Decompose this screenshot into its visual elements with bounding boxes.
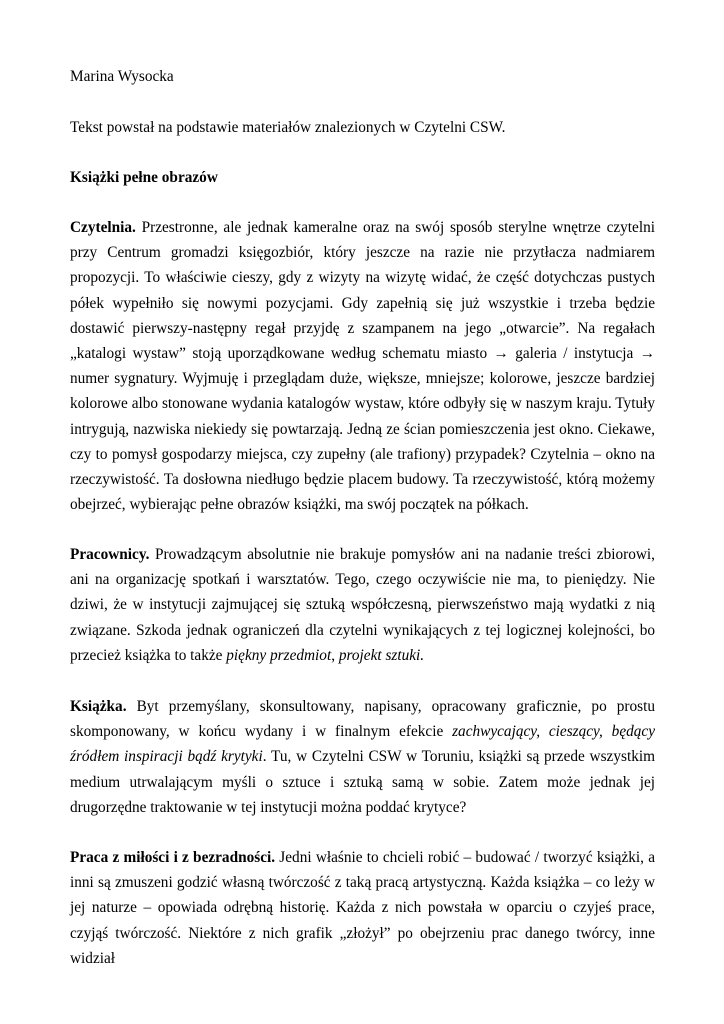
section-pracownicy — [70, 542, 655, 668]
author-name: Marina Wysocka — [70, 68, 174, 85]
section-italic-text: projekt sztuki. — [338, 646, 425, 664]
source-note: Tekst powstał na podstawie materiałów znalezionych w Czytelni CSW. — [70, 119, 506, 136]
section-text: , — [331, 646, 339, 664]
section-text: Przestronne, ale jednak kameralne oraz na swój sposób sterylne wnętrze czytelni przy Centrum gromadzi księgozbiór, który jeszcze na razie nie przytłacza nadmiarem propozycji. To właściwie cieszy, gdy z wizyty na wizytę widać, że część dotychczas pustych półek wypełniło się nowymi pozycjami. Gdy zapełnią się już wszystkie i trzeba będzie dostawić pierwszy-następny regał przyjdę z szampanem na jego „otwarcie”. Na regałach „katalogi wystaw” stoją uporządkowane według schematu miasto → galeria / instytucja → numer sygnatury. Wyjmuję i przeglądam duże, większe, mniejsze; kolorowe, jeszcze bardziej kolorowe albo stonowane wydania katalogów wystaw, które odbyły się w naszym kraju. Tytuły intrygują, nazwiska niekiedy się powtarzają. Jedną ze ścian pomieszczenia jest okno. Ciekawe, czy to pomysł gospodarzy miejsca, czy zupełny (ale trafiony) przypadek? Czytelnia – okno na rzeczywistość. Ta dosłowna niedługo będzie placem budowy. Ta rzeczywistość, którą możemy obejrzeć, wybierając pełne obrazów książki, ma swój początek na półkach. — [70, 219, 655, 514]
section-czytelnia — [70, 215, 655, 517]
section-italic-text: piękny przedmiot — [226, 646, 332, 664]
section-lead: Czytelnia. — [70, 219, 136, 236]
section-text: Prowadzącym absolutnie nie brakuje pomysłów ani na nadanie treści zbiorowi, ani na organizację spotkań i warsztatów. Tego, czego oczywiście nie ma, to pieniędzy. Nie dziwi, że w instytucji zajmującej się sztuką współczesną, pierwszeństwo mają wydatki z nią związane. Szkoda jednak ograniczeń dla czytelni wynikających z tej logicznej kolejności, bo przecież książka to także — [70, 546, 655, 664]
section-ksiazka — [70, 694, 655, 820]
section-lead: Pracownicy. — [70, 546, 150, 563]
section-lead: Praca z miłości i z bezradności. — [70, 849, 276, 866]
section-text: Jedni właśnie to chcieli robić – budować / tworzyć książki, a inni są zmuszeni godzić własną twórczość z taką pracą artystyczną. Każda książka – co leży w jej naturze – opowiada odrębną historię. Każda z nich powstała w oparciu o czyjeś prace, czyjąś twórczość. Niektóre z nich grafik „złożył” po obejrzeniu prac danego twórcy, inne widział — [70, 849, 655, 967]
section-text: Byt przemyślany, skonsultowany, napisany, opracowany graficznie, po prostu skomponowany, w końcu wydany i w finalnym efekcie — [70, 698, 655, 741]
document-title: Książki pełne obrazów — [70, 169, 218, 186]
section-praca — [70, 845, 655, 971]
section-italic-text: zachwycający, cieszący, będący źródłem inspiracji bądź krytyki — [70, 723, 655, 766]
section-lead: Książka. — [70, 698, 127, 715]
section-text: . Tu, w Czytelni CSW w Toruniu, książki są przede wszystkim medium utrwalającym myśli o sztuce i sztuką samą w sobie. Zatem może jednak jej drugorzędne traktowanie w tej instytucji można poddać krytyce? — [70, 748, 655, 816]
